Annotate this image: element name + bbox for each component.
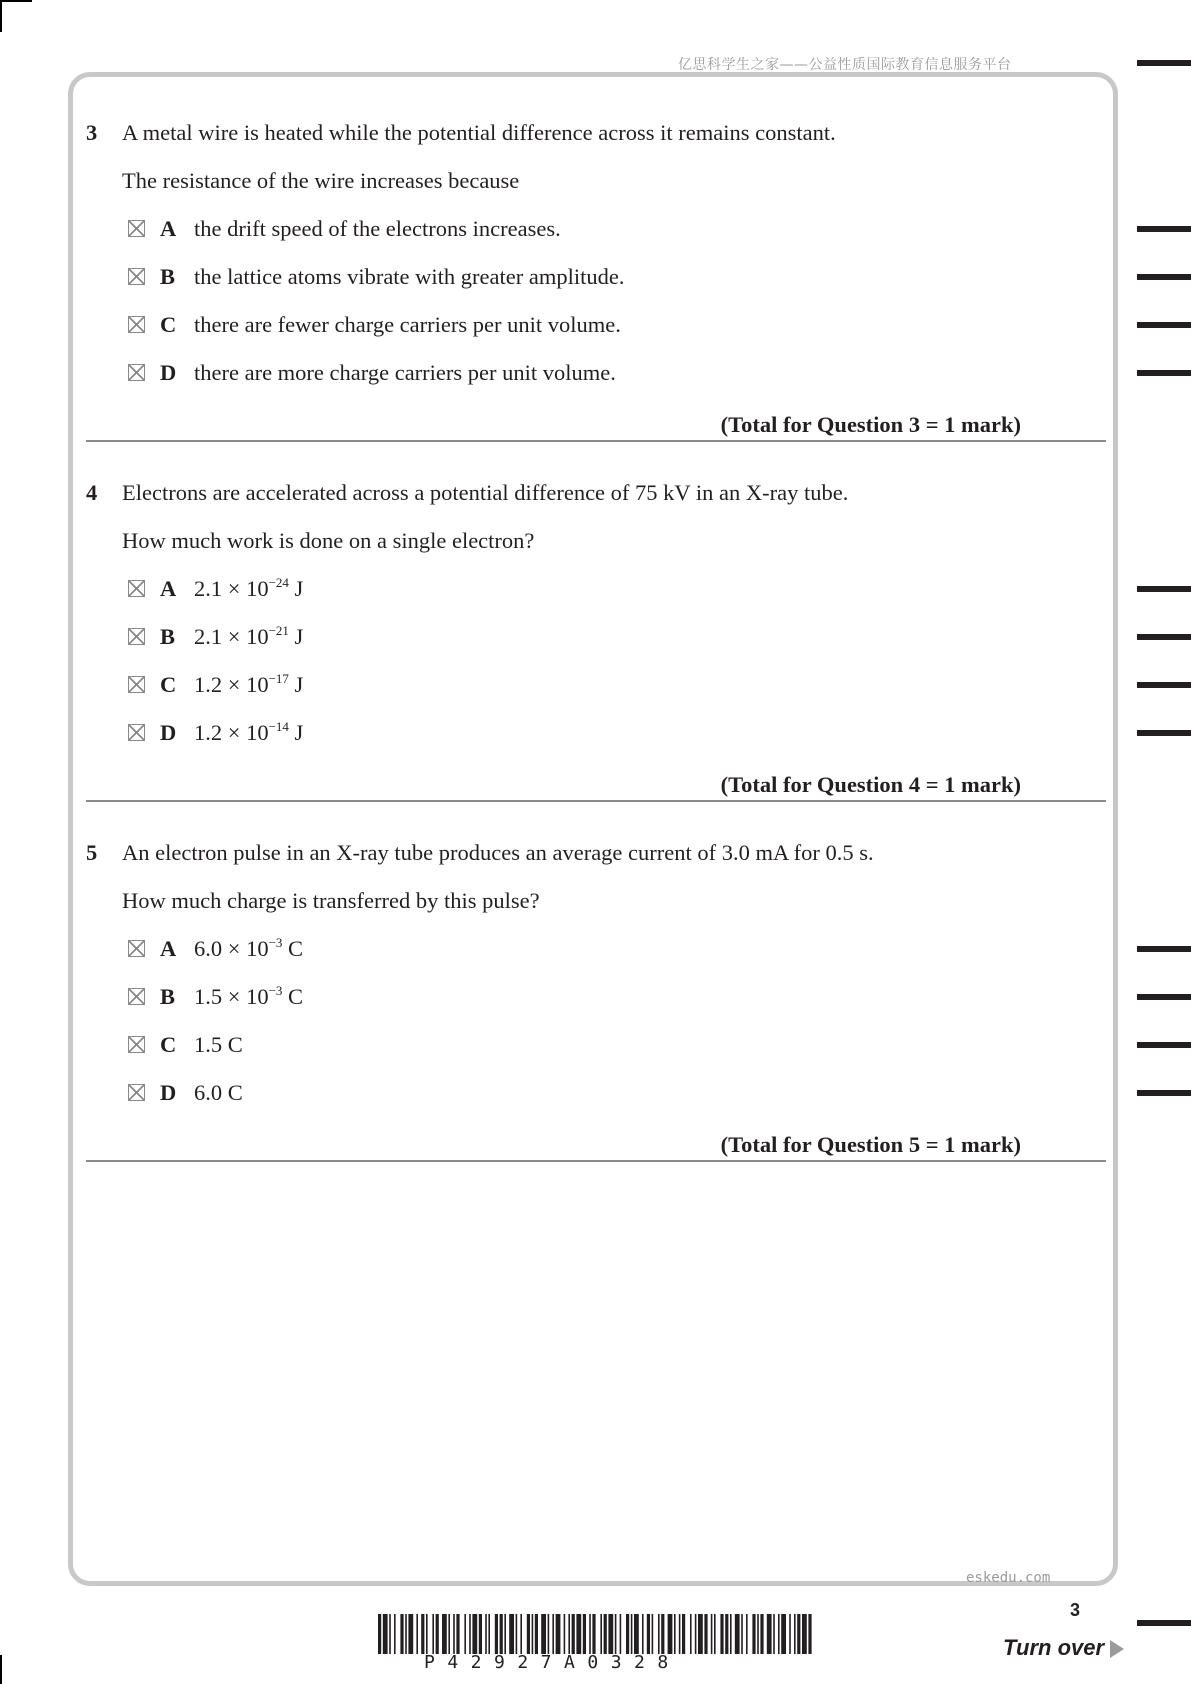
margin-tick xyxy=(1137,634,1191,640)
answer-checkbox[interactable] xyxy=(128,220,145,237)
question-stem: An electron pulse in an X-ray tube produces an average current of 3.0 mA for 0.5 s. xyxy=(122,840,874,865)
margin-tick xyxy=(1137,226,1191,232)
margin-tick xyxy=(1137,994,1191,1000)
answer-checkbox[interactable] xyxy=(128,580,145,597)
crop-mark xyxy=(0,1655,2,1684)
option-text: $2.1 \times 10^{-21}$ J xyxy=(194,623,304,649)
option-letter: C xyxy=(160,312,177,337)
option-text: $1.2 \times 10^{-14}$ J xyxy=(194,719,304,745)
turn-over-label: Turn over xyxy=(1003,1635,1105,1660)
question-total: (Total for Question 3 = 1 mark) xyxy=(720,412,1021,437)
barcode xyxy=(378,1614,812,1654)
option-letter: B xyxy=(160,624,176,649)
header-watermark: 亿思科学生之家——公益性质国际教育信息服务平台 xyxy=(678,57,1012,73)
margin-tick xyxy=(1137,946,1191,952)
turn-over-arrow-icon xyxy=(1110,1640,1124,1658)
footer-watermark: eskedu.com xyxy=(966,1570,1051,1586)
answer-checkbox[interactable] xyxy=(128,1084,145,1101)
question-prompt: The resistance of the wire increases because xyxy=(122,168,520,193)
margin-tick xyxy=(1137,274,1191,280)
margin-tick xyxy=(1137,60,1191,66)
option-letter: D xyxy=(160,360,177,385)
page-number: 3 xyxy=(1070,1600,1081,1620)
question-divider xyxy=(86,800,1106,802)
question-stem: Electrons are accelerated across a potential difference of 75 kV in an X-ray tube. xyxy=(122,480,849,505)
crop-mark xyxy=(0,0,32,2)
option-letter: D xyxy=(160,720,177,745)
answer-checkbox[interactable] xyxy=(128,1036,145,1053)
answer-checkbox[interactable] xyxy=(128,988,145,1005)
option-text: 6.0 C xyxy=(194,1080,243,1105)
margin-tick xyxy=(1137,1620,1191,1626)
question-total: (Total for Question 5 = 1 mark) xyxy=(720,1132,1021,1157)
option-letter: C xyxy=(160,672,177,697)
margin-tick xyxy=(1137,1090,1191,1096)
page-frame xyxy=(68,72,1118,1586)
question-prompt: How much work is done on a single electron? xyxy=(122,528,535,553)
option-text: $1.5 \times 10^{-3}$ C xyxy=(194,983,304,1009)
option-letter: B xyxy=(160,984,176,1009)
margin-tick xyxy=(1137,322,1191,328)
option-letter: B xyxy=(160,264,176,289)
question-divider xyxy=(86,440,1106,442)
option-letter: C xyxy=(160,1032,177,1057)
option-letter: A xyxy=(160,216,177,241)
option-text: there are fewer charge carriers per unit volume. xyxy=(194,312,621,337)
answer-checkbox[interactable] xyxy=(128,628,145,645)
question-stem: A metal wire is heated while the potential difference across it remains constant. xyxy=(122,120,836,145)
crop-mark xyxy=(0,0,2,32)
option-letter: A xyxy=(160,576,177,601)
answer-checkbox[interactable] xyxy=(128,676,145,693)
option-text: the lattice atoms vibrate with greater amplitude. xyxy=(194,264,625,289)
margin-tick xyxy=(1137,1042,1191,1048)
question-number: 4 xyxy=(86,480,98,505)
option-letter: A xyxy=(160,936,177,961)
margin-tick xyxy=(1137,586,1191,592)
option-text: $1.2 \times 10^{-17}$ J xyxy=(194,671,304,697)
answer-checkbox[interactable] xyxy=(128,724,145,741)
margin-tick xyxy=(1137,370,1191,376)
margin-tick xyxy=(1137,730,1191,736)
question-number: 5 xyxy=(86,840,98,865)
question-divider xyxy=(86,1160,1106,1162)
option-text: there are more charge carriers per unit volume. xyxy=(194,360,616,385)
question-total: (Total for Question 4 = 1 mark) xyxy=(720,772,1021,797)
option-text: 1.5 C xyxy=(194,1032,243,1057)
option-text: the drift speed of the electrons increases. xyxy=(194,216,561,241)
answer-checkbox[interactable] xyxy=(128,268,145,285)
margin-tick xyxy=(1137,682,1191,688)
barcode-number: P42927A0328 xyxy=(424,1652,681,1673)
question-prompt: How much charge is transferred by this pulse? xyxy=(122,888,540,913)
answer-checkbox[interactable] xyxy=(128,940,145,957)
option-text: $6.0 \times 10^{-3}$ C xyxy=(194,935,304,961)
option-text: $2.1 \times 10^{-24}$ J xyxy=(194,575,304,601)
question-number: 3 xyxy=(86,120,98,145)
option-letter: D xyxy=(160,1080,177,1105)
answer-checkbox[interactable] xyxy=(128,364,145,381)
answer-checkbox[interactable] xyxy=(128,316,145,333)
